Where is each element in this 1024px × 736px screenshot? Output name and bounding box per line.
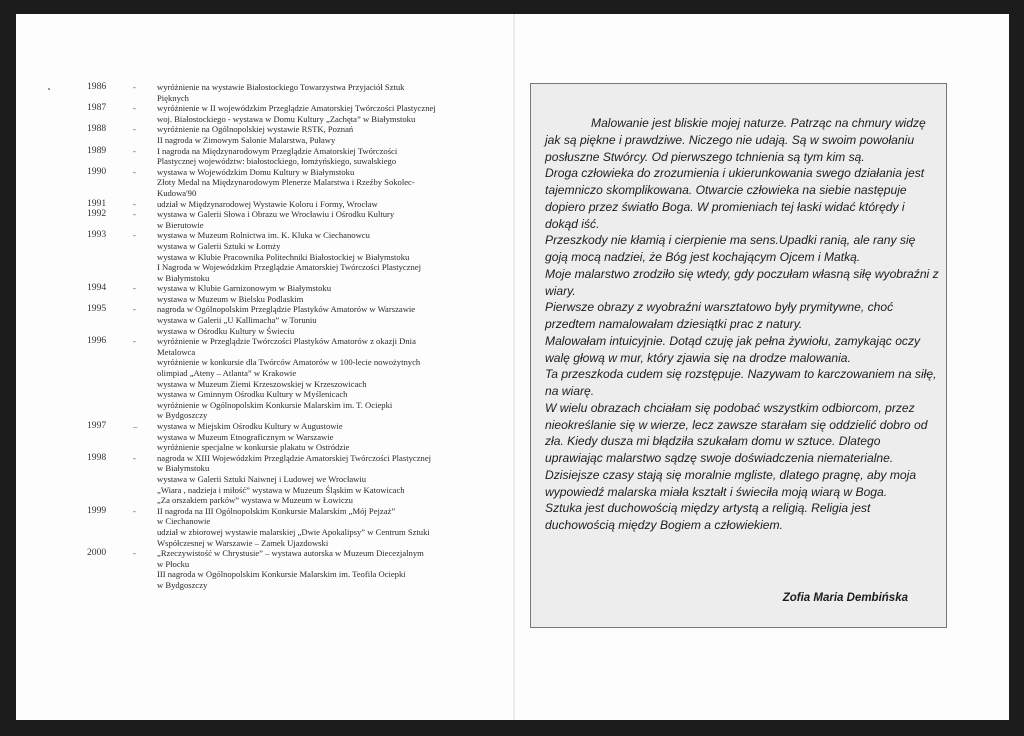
cv-year: 1991 [87, 197, 107, 209]
cv-line: „Wiara , nadzieja i miłość” wystawa w Muzeum Śląskim w Katowicach [157, 484, 405, 495]
cv-year: 1996 [87, 335, 107, 347]
cv-line: wystawa w Muzeum Etnograficznym w Warszawie [157, 431, 334, 442]
cv-dash: - [133, 166, 136, 177]
cv-year: 1993 [87, 229, 107, 241]
cv-line: w Białymstoku [157, 272, 210, 283]
cv-entry [87, 506, 487, 548]
cv-line: Metalowca [157, 346, 196, 357]
cv-entry-lines [157, 230, 487, 283]
cv-dash: – [133, 421, 138, 431]
cv-line: wystawa w Galerii Sztuki w Łomży [157, 240, 281, 251]
cv-line: I nagroda na Międzynarodowym Przeglądzie Amatorskiej Twórczości [157, 145, 398, 156]
statement-paragraph: Sztuka jest duchowością między artystą a religią. Religia jest duchowością między Bogiem a człowiekiem. [545, 501, 871, 532]
cv-entry [87, 146, 487, 167]
cv-line: w Bydgoszczy [157, 410, 208, 421]
cv-line: wystawa w Klubie Pracownika Politechniki Białostockiej w Białymstoku [157, 251, 410, 262]
cv-year: 1997 [87, 420, 107, 431]
cv-line: wystawa w Galerii Sztuki Naiwnej i Ludowej we Wrocławiu [157, 473, 367, 484]
cv-entry [87, 199, 487, 210]
cv-line: wyróżnienie na Ogólnopolskiej wystawie RSTK, Poznań [157, 124, 354, 135]
artist-signature: Zofia Maria Dembińska [782, 592, 908, 604]
cv-line: wystawa w Muzeum Ziemi Krzeszowskiej w Krzeszowicach [157, 378, 367, 389]
cv-entry-lines [157, 548, 487, 590]
cv-line: w Ciechanowie [157, 516, 211, 527]
cv-year: 1988 [87, 123, 107, 135]
cv-line: woj. Białostockiego - wystawa w Domu Kultury „Zachęta” w Białymstoku [157, 113, 416, 124]
cv-entry [87, 453, 487, 506]
statement-paragraph: Malowanie jest bliskie mojej naturze. Patrząc na chmury widzę jak są piękne i prawdziwe. Niczego nie udają. Są w swoim powołaniu posłuszne Stwórcy. Od pierwszego tchnienia są tym kim są. [545, 116, 926, 164]
cv-line: Współczesnej w Warszawie – Zamek Ujazdowski [157, 537, 329, 548]
cv-entry [87, 421, 487, 453]
cv-entry-lines [157, 82, 487, 103]
cv-entry-lines [157, 103, 487, 124]
cv-dash: - [133, 230, 136, 241]
artist-statement-box [530, 83, 947, 628]
cv-dash: - [133, 209, 136, 220]
cv-entry [87, 82, 487, 103]
paper-speck [48, 88, 50, 90]
cv-year: 1995 [87, 303, 107, 315]
artist-statement-text [545, 115, 940, 534]
cv-line: wyróżnienie na wystawie Białostockiego Towarzystwa Przyjaciół Sztuk [157, 82, 405, 92]
cv-line: wyróżnienie w Ogólnopolskim Konkursie Malarskim im. T. Ociepki [157, 399, 393, 410]
cv-entry-lines [157, 453, 487, 506]
cv-line: wystawa w Ośrodku Kultury w Świeciu [157, 325, 295, 336]
cv-line: II nagroda w Zimowym Salonie Malarstwa, Puławy [157, 134, 336, 145]
center-fold [513, 14, 515, 720]
cv-line: wystawa w Gminnym Ośrodku Kultury w Myślenicach [157, 389, 348, 400]
cv-line: wystawa w Miejskim Ośrodku Kultury w Augustowie [157, 421, 343, 431]
cv-dash: - [133, 124, 136, 135]
cv-entry [87, 548, 487, 590]
cv-entry [87, 283, 487, 304]
cv-line: wystawa w Muzeum w Bielsku Podlaskim [157, 293, 304, 304]
cv-entry-lines [157, 506, 487, 548]
cv-dash: - [133, 198, 136, 209]
statement-paragraph: Moje malarstwo zrodziło się wtedy, gdy poczułam własną siłę wyobraźni z wiary. [545, 266, 939, 298]
cv-line: wystawa w Galerii Słowa i Obrazu we Wrocławiu i Ośrodku Kultury [157, 209, 395, 220]
cv-entry-lines [157, 199, 487, 210]
cv-year: 1994 [87, 282, 107, 294]
cv-year: 1992 [87, 208, 107, 220]
cv-year: 1987 [87, 102, 107, 114]
cv-line: wyróżnienie w konkursie dla Twórców Amatorów w 100-lecie nowożytnych [157, 357, 421, 368]
cv-year: 1998 [87, 451, 107, 463]
cv-line: nagroda w Ogólnopolskim Przeglądzie Plastyków Amatorów w Warszawie [157, 304, 416, 315]
cv-entry-lines [157, 167, 487, 199]
cv-line: wyróżnienie specjalne w konkursie plakatu w Ostródzie [157, 442, 350, 453]
cv-entry [87, 304, 487, 336]
cv-entry [87, 336, 487, 421]
cv-dash: - [133, 82, 136, 92]
cv-year: 1989 [87, 144, 107, 156]
cv-line: wystawa w Wojewódzkim Domu Kultury w Białymstoku [157, 166, 355, 177]
cv-dash: - [133, 452, 136, 463]
cv-line: „Rzeczywistość w Chrystusie” – wystawa autorska w Muzeum Diecezjalnym [157, 548, 424, 559]
cv-entry [87, 167, 487, 199]
cv-line: Pięknych [157, 92, 189, 103]
cv-entry-lines [157, 209, 487, 230]
cv-line: I Nagroda w Wojewódzkim Przeglądzie Amatorskiej Twórczości Plastycznej [157, 262, 422, 273]
cv-entry-lines [157, 146, 487, 167]
cv-line: olimpiad „Ateny – Atlanta” w Krakowie [157, 368, 297, 379]
cv-entry-lines [157, 124, 487, 145]
cv-line: wystawa w Galerii „U Kallimacha” w Toruniu [157, 315, 317, 326]
cv-dash: - [133, 283, 136, 294]
cv-line: III nagroda w Ogólnopolskim Konkursie Malarskim im. Teofila Ociepki [157, 569, 406, 580]
statement-paragraph: Droga człowieka do zrozumienia i ukierunkowania swego działania jest tajemniczo skomplikowana. Otwarcie człowieka na siebie następuje dopiero przez światło Boga. W promieniach tej łaski widać którędy i dokąd iść. [545, 166, 925, 231]
cv-dash: - [133, 103, 136, 114]
exhibition-history-list [87, 82, 487, 591]
statement-paragraph: Przeszkody nie kłamią i cierpienie ma sens.Upadki ranią, ale rany się goją mocą nadziei, że Bóg jest kochającym Ojcem i Matką. [545, 233, 916, 264]
cv-dash: - [133, 505, 136, 516]
cv-line: wyróżnienie w Przeglądzie Twórczości Plastyków Amatorów z okazji Dnia [157, 336, 416, 347]
cv-line: wyróżnienie w II wojewódzkim Przeglądzie Amatorskiej Twórczości Plastycznej [157, 103, 436, 114]
cv-entry-lines [157, 421, 487, 453]
cv-dash: - [133, 336, 136, 347]
cv-dash: - [133, 304, 136, 315]
cv-dash: - [133, 145, 136, 156]
cv-year: 1986 [87, 81, 107, 92]
cv-line: w Białymstoku [157, 463, 210, 474]
cv-entry [87, 124, 487, 145]
statement-paragraph: Malowałam intuicyjnie. Dotąd czuję jak pełna żywiołu, zamykając oczy walę głową w mur, który zjawia się na drodze malowania. [545, 333, 921, 365]
cv-line: „Za orszakiem parków” wystawa w Muzeum w Łowiczu [157, 495, 353, 506]
cv-year: 1999 [87, 504, 107, 516]
cv-line: Złoty Medal na Międzynarodowym Plenerze Malarstwa i Rzeźby Sokolec- [157, 177, 415, 188]
cv-entry [87, 209, 487, 230]
statement-paragraph: W wielu obrazach chciałam się podobać wszystkim odbiorcom, przez nieokreślanie się w wierze, lecz zawsze starałam się oddzielić dobro od zła. Kiedy dusza mi błądziła szukałam domu w sztuce. Dlatego uprawiając malarstwo sądzę swoje doświadczenia niematerialne. Dzisiejsze czasy stają się moralnie mgliste, dlatego pragnę, aby moja wypowiedź malarska miała kształt i świeciła moją wiarą w Boga. [545, 400, 928, 499]
cv-line: udział w Międzynarodowej Wystawie Koloru i Formy, Wrocław [157, 198, 378, 209]
statement-paragraph: Pierwsze obrazy z wyobraźni warsztatowo były prymitywne, choć przedtem namalowałam dziesiątki prac z natury. [545, 300, 894, 331]
cv-line: udział w zbiorowej wystawie malarskiej „Dwie Apokalipsy” w Centrum Sztuki [157, 526, 430, 537]
cv-line: wystawa w Muzeum Rolnictwa im. K. Kluka w Ciechanowcu [157, 230, 370, 241]
cv-year: 2000 [87, 547, 107, 559]
cv-line: nagroda w XIII Wojewódzkim Przeglądzie Amatorskiej Twórczości Plastycznej [157, 452, 432, 463]
cv-year: 1990 [87, 165, 107, 177]
cv-line: w Bydgoszczy [157, 579, 208, 590]
cv-line: II nagroda na III Ogólnopolskim Konkursie Malarskim „Mój Pejzaż” [157, 505, 396, 516]
statement-paragraph: Ta przeszkoda cudem się rozstępuje. Nazywam to karczowaniem na siłę, na wiarę. [545, 367, 937, 398]
cv-entry-lines [157, 283, 487, 304]
cv-line: w Bierutowie [157, 219, 204, 230]
cv-entry [87, 103, 487, 124]
cv-line: w Płocku [157, 558, 190, 569]
cv-line: Plastycznej województw: białostockiego, łomżyńskiego, suwalskiego [157, 156, 397, 167]
cv-line: Kudowa'90 [157, 187, 197, 198]
cv-entry-lines [157, 304, 487, 336]
cv-entry-lines [157, 336, 487, 421]
cv-entry [87, 230, 487, 283]
cv-line: wystawa w Klubie Garnizonowym w Białymstoku [157, 283, 331, 294]
cv-dash: - [133, 548, 136, 559]
